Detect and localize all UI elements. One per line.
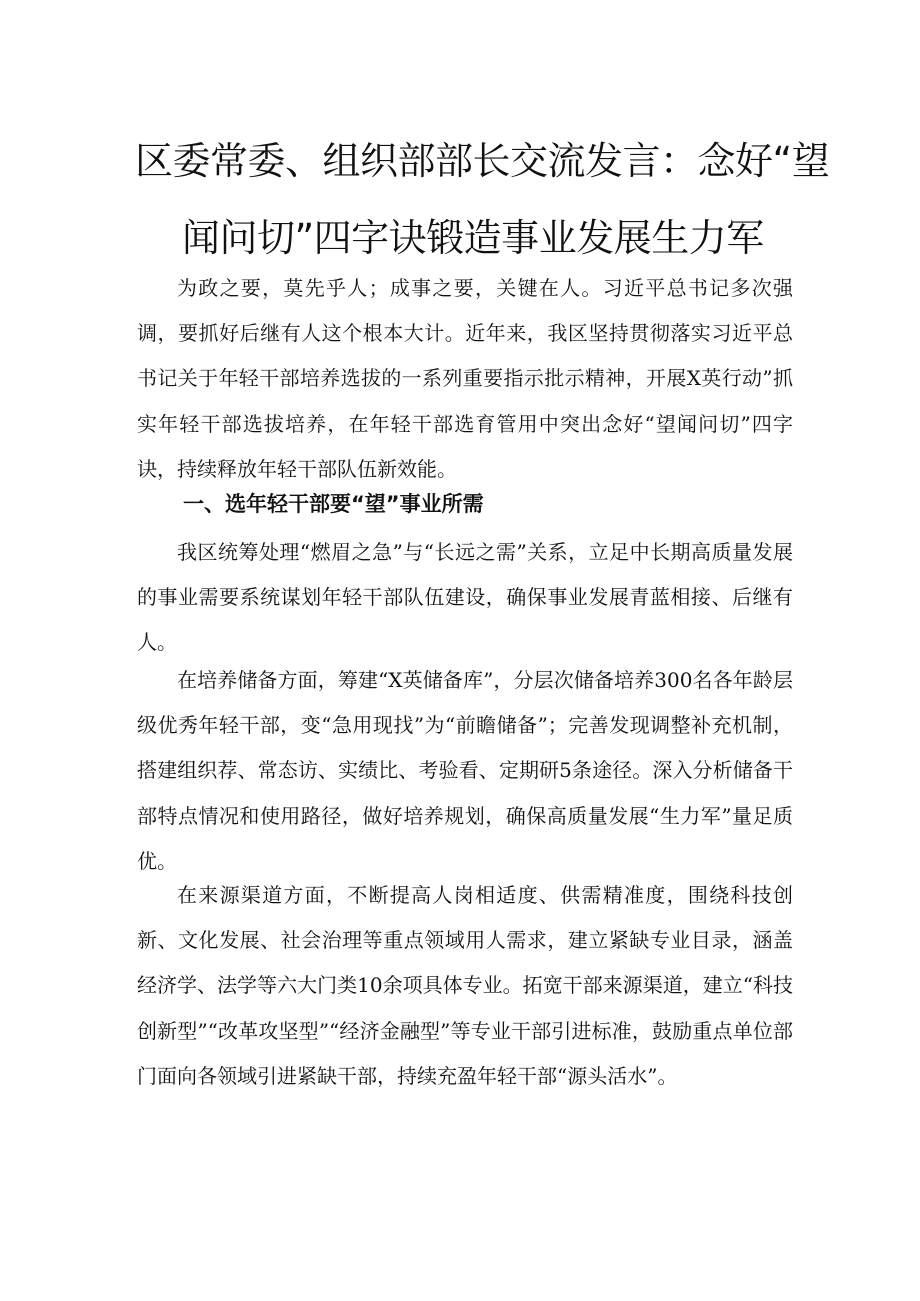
section-1-paragraph-2: 在培养储备方面，筹建“X英储备库”，分层次储备培养300名各年龄层级优秀年轻干部，变“急用现找”为“前瞻储备”；完善发现调整补充机制，搭建组织荐、常态访、实绩比、考验看、定期研5条途径。深入分析储备干部特点情况和使用路径，做好培养规划，确保高质量发展“生力军”量足质优。 bbox=[137, 668, 793, 873]
section-heading-1: 一、选年轻干部要“望”事业所需 bbox=[183, 492, 484, 516]
section-1-paragraph-1: 我区统筹处理“燃眉之急”与“长远之需”关系，立足中长期高质量发展的事业需要系统谋划年轻干部队伍建设，确保事业发展青蓝相接、后继有人。 bbox=[137, 540, 793, 655]
document-title-line-1: 区委常委、组织部部长交流发言：念好“望 bbox=[135, 139, 830, 183]
document-title-line-2: 闻问切”四字诀锻造事业发展生力军 bbox=[182, 216, 764, 260]
section-1-paragraph-3: 在来源渠道方面，不断提高人岗相适度、供需精准度，围绕科技创新、文化发展、社会治理等重点领域用人需求，建立紧缺专业目录，涵盖经济学、法学等六大门类10余项具体专业。拓宽干部来源渠道，建立“科技创新型”“改革攻坚型”“经济金融型”等专业干部引进标准，鼓励重点单位部门面向各领域引进紧缺干部，持续充盈年轻干部“源头活水”。 bbox=[137, 883, 793, 1088]
intro-paragraph: 为政之要，莫先乎人；成事之要，关键在人。习近平总书记多次强调，要抓好后继有人这个根本大计。近年来，我区坚持贯彻落实习近平总书记关于年轻干部培养选拔的一系列重要指示批示精神，开展X英行动”抓实年轻干部选拔培养，在年轻干部选育管用中突出念好“望闻问切”四字诀，持续释放年轻干部队伍新效能。 bbox=[137, 276, 793, 481]
